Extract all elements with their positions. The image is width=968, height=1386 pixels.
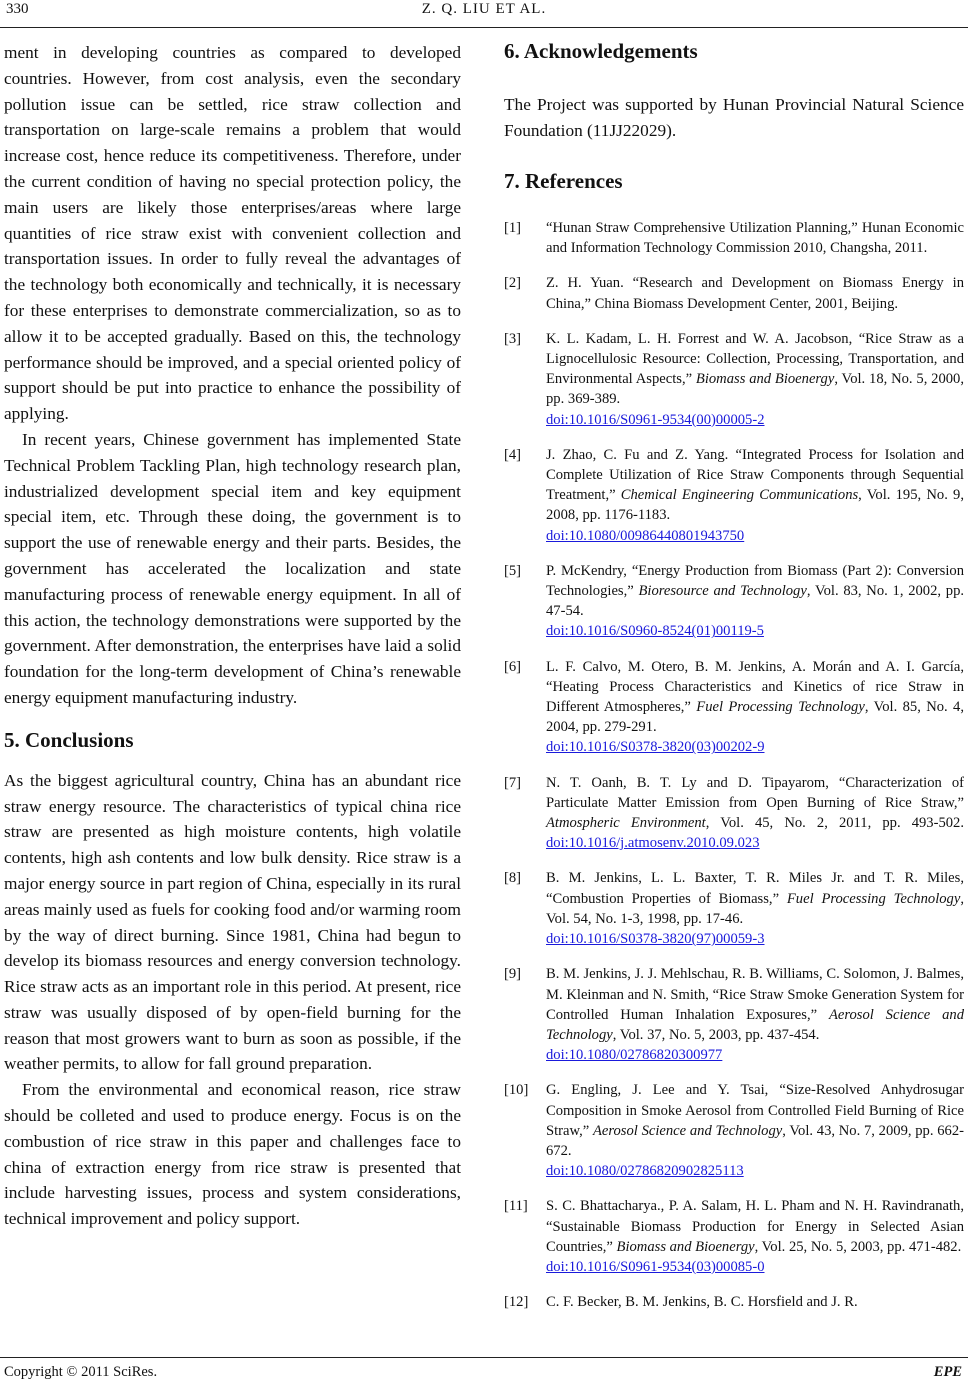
reference-item: [504, 1080, 964, 1181]
left-column: [4, 40, 461, 1232]
paragraph-policy: ment in developing countries as compared to developed countries. However, from cost analysis, even the secondary pollution issue can be settled, rice straw collection and transportation on large-scale remains a problem that would increase cost, hence reduce its competitiveness. Therefore, under the current condition of having no special protection policy, the main users are likely those enterprises/areas where large quantities of rice straw exist with convenient collection and transportation issues. In order to fully reveal the advantages of the technology both economically and technically, it is necessary for these enterprises to demonstrate commercialization, so as to allow it to be accepted gradually. Based on this, the technology performance should be improved, and a special oriented policy of support should be put into practice to enhance the possibility of applying.: [4, 43, 461, 424]
reference-item: [504, 445, 964, 546]
reference-text: B. M. Jenkins, L. L. Baxter, T. R. Miles Jr. and T. R. Miles, “Combustion Properties of Biomass,”: [546, 870, 964, 907]
reference-number: [4]: [504, 446, 522, 463]
reference-number: [8]: [504, 870, 522, 887]
reference-journal: Fuel Processing Technology: [786, 890, 961, 907]
reference-number: [11]: [504, 1198, 528, 1215]
reference-text: S. C. Bhattacharya., P. A. Salam, H. L. Pham and N. H. Ravindranath, “Sustainable Biomass Production for Energy in Selected Asian Countries,”: [546, 1198, 964, 1255]
reference-journal: Chemical Engineering Communications: [620, 487, 859, 504]
right-column: [504, 36, 964, 1327]
reference-journal: Atmospheric Environment: [546, 815, 706, 832]
reference-number: [5]: [504, 562, 522, 579]
reference-item: [504, 218, 964, 258]
footer-divider: [0, 1357, 968, 1358]
reference-item: [504, 964, 964, 1065]
section-heading-acknowledgements: 6. Acknowledgements: [504, 39, 698, 63]
reference-text: “Hunan Straw Comprehensive Utilization Planning,” Hunan Economic and Information Technology Commission 2010, Changsha, 2011.: [546, 220, 964, 257]
reference-item: [504, 657, 964, 758]
page-number: 330: [6, 1, 29, 17]
paragraph-conclusions: As the biggest agricultural country, China has an abundant rice straw energy resource. The characteristics of typical china rice straw are presented as high moisture contents, high volatile contents, high ash contents and low bulk density. Rice straw is a major energy source in part region of China, especially in its rural areas mainly used as fuels for cooking food and/or warming room by the way of direct burning. Since 1981, China had begun to develop its biomass resources and energy conversion technology. Rice straw acts as an important role in this period. At present, rice straw was usually disposed of by open-field burning for the reason that most growers want to burn as soon as possible, if the weather permits, to allow for fall ground preparation.: [4, 770, 461, 1074]
reference-journal: Fuel Processing Technology: [696, 699, 865, 716]
reference-number: [10]: [504, 1082, 529, 1099]
reference-item: [504, 1196, 964, 1277]
reference-text: G. Engling, J. Lee and Y. Tsai, “Size-Resolved Anhydrosugar Composition in Smoke Aerosol from Controlled Field Burning of Rice Straw,”: [546, 1082, 964, 1139]
reference-journal: Bioresource and Technology: [638, 583, 807, 600]
reference-number: [1]: [504, 220, 522, 236]
reference-number: [12]: [504, 1294, 529, 1311]
reference-details: , Vol. 25, No. 5, 2003, pp. 471-482.: [754, 1238, 962, 1255]
reference-item: [504, 773, 964, 854]
reference-text: L. F. Calvo, M. Otero, B. M. Jenkins, A. Morán and A. I. García, “Heating Process Characteristics and Kinetics of rice Straw in Different Atmospheres,”: [546, 658, 964, 716]
reference-number: [2]: [504, 275, 522, 292]
reference-number: [3]: [504, 330, 522, 347]
reference-text: B. M. Jenkins, J. J. Mehlschau, R. B. Williams, C. Solomon, J. Balmes, M. Kleinman and N. Smith, “Rice Straw Smoke Generation System for Controlled Human Inhalation Exposures,”: [546, 966, 964, 1023]
copyright-notice: Copyright © 2011 SciRes.: [4, 1364, 158, 1380]
reference-journal: Aerosol Science and Technology: [546, 1006, 964, 1043]
reference-details: , Vol. 37, No. 5, 2003, pp. 437-454.: [612, 1026, 820, 1043]
reference-number: [9]: [504, 966, 522, 983]
reference-text: N. T. Oanh, B. T. Ly and D. Tipayarom, “Characterization of Particulate Matter Emission from Open Burning of Rice Straw,”: [546, 774, 964, 811]
reference-number: [6]: [504, 658, 522, 675]
reference-item: [504, 273, 964, 313]
reference-details: , Vol. 195, No. 9, 2008, pp. 1176-1183.: [546, 487, 964, 524]
doi-link[interactable]: doi:10.1016/S0378-3820(97)00059-3: [546, 931, 765, 948]
doi-link[interactable]: doi:10.1016/S0961-9534(03)00085-0: [546, 1258, 765, 1275]
reference-item: [504, 561, 964, 642]
reference-journal: Biomass and Bioenergy: [695, 371, 835, 388]
journal-abbreviation: EPE: [933, 1364, 962, 1380]
doi-link[interactable]: doi:10.1080/00986440801943750: [546, 527, 745, 544]
reference-text: C. F. Becker, B. M. Jenkins, B. C. Horsfield and J. R.: [546, 1294, 858, 1311]
section-heading-conclusions: 5. Conclusions: [4, 727, 134, 752]
reference-item: [504, 1292, 964, 1312]
doi-link[interactable]: doi:10.1080/02786820902825113: [546, 1163, 744, 1180]
reference-text: Z. H. Yuan. “Research and Development on Biomass Energy in China,” China Biomass Development Center, 2001, Beijing.: [546, 275, 964, 312]
header-divider: [0, 27, 968, 28]
reference-details: , Vol. 83, No. 1, 2002, pp. 47-54.: [546, 583, 965, 620]
reference-text: J. Zhao, C. Fu and Z. Yang. “Integrated Process for Isolation and Complete Utilization of Rice Straw Components through Sequential Treatment,”: [546, 446, 964, 504]
doi-link[interactable]: doi:10.1016/S0378-3820(03)00202-9: [546, 739, 765, 756]
paragraph-focus: From the environmental and economical reason, rice straw should be colleted and used to produce energy. Focus is on the combustion of rice straw in this paper and challenges face to china of extraction energy from rice straw is presented that include harvesting issues, process and system considerations, technical improvement and policy support.: [4, 1080, 461, 1229]
reference-details: , Vol. 54, No. 1-3, 1998, pp. 17-46.: [546, 890, 964, 927]
section-heading-references: 7. References: [504, 169, 623, 193]
reference-journal: Aerosol Science and Technology: [592, 1122, 783, 1139]
reference-item: [504, 868, 964, 949]
reference-journal: Biomass and Bioenergy: [616, 1238, 755, 1255]
paragraph-government: In recent years, Chinese government has implemented State Technical Problem Tackling Plan, high technology research plan, industrialized development special item and key equipment special item, etc. Through these doing, the government is to support the use of renewable energy and their parts. Besides, the government has accelerated the localization and state manufacturing process of renewable energy equipment. In all of this action, the technology demonstrations were supported by the government. After demonstration, the enterprises have laid a solid foundation for the long-term development of China’s renewable energy equipment manufacturing industry.: [4, 429, 461, 707]
reference-details: , Vol. 85, No. 4, 2004, pp. 279-291.: [546, 699, 965, 736]
doi-link[interactable]: doi:10.1016/j.atmosenv.2010.09.023: [546, 835, 760, 852]
reference-details: , Vol. 45, No. 2, 2011, pp. 493-502.: [705, 815, 964, 832]
reference-details: , Vol. 18, No. 5, 2000, pp. 369-389.: [546, 371, 965, 408]
reference-number: [7]: [504, 774, 522, 791]
reference-item: [504, 329, 964, 430]
doi-link[interactable]: doi:10.1016/S0960-8524(01)00119-5: [546, 623, 764, 640]
running-title: Z. Q. LIU ET AL.: [421, 1, 547, 17]
doi-link[interactable]: doi:10.1016/S0961-9534(00)00005-2: [546, 411, 765, 428]
reference-text: K. L. Kadam, L. H. Forrest and W. A. Jacobson, “Rice Straw as a Lignocellulosic Resource: Collection, Processing, Transportation, and Environmental Aspects,”: [546, 330, 964, 388]
doi-link[interactable]: doi:10.1080/02786820300977: [546, 1047, 723, 1064]
reference-text: P. McKendry, “Energy Production from Biomass (Part 2): Conversion Technologies,”: [546, 562, 964, 600]
reference-details: , Vol. 43, No. 7, 2009, pp. 662-672.: [546, 1122, 964, 1159]
acknowledgement-text: The Project was supported by Hunan Provincial Natural Science Foundation (11JJ22029).: [504, 95, 964, 140]
